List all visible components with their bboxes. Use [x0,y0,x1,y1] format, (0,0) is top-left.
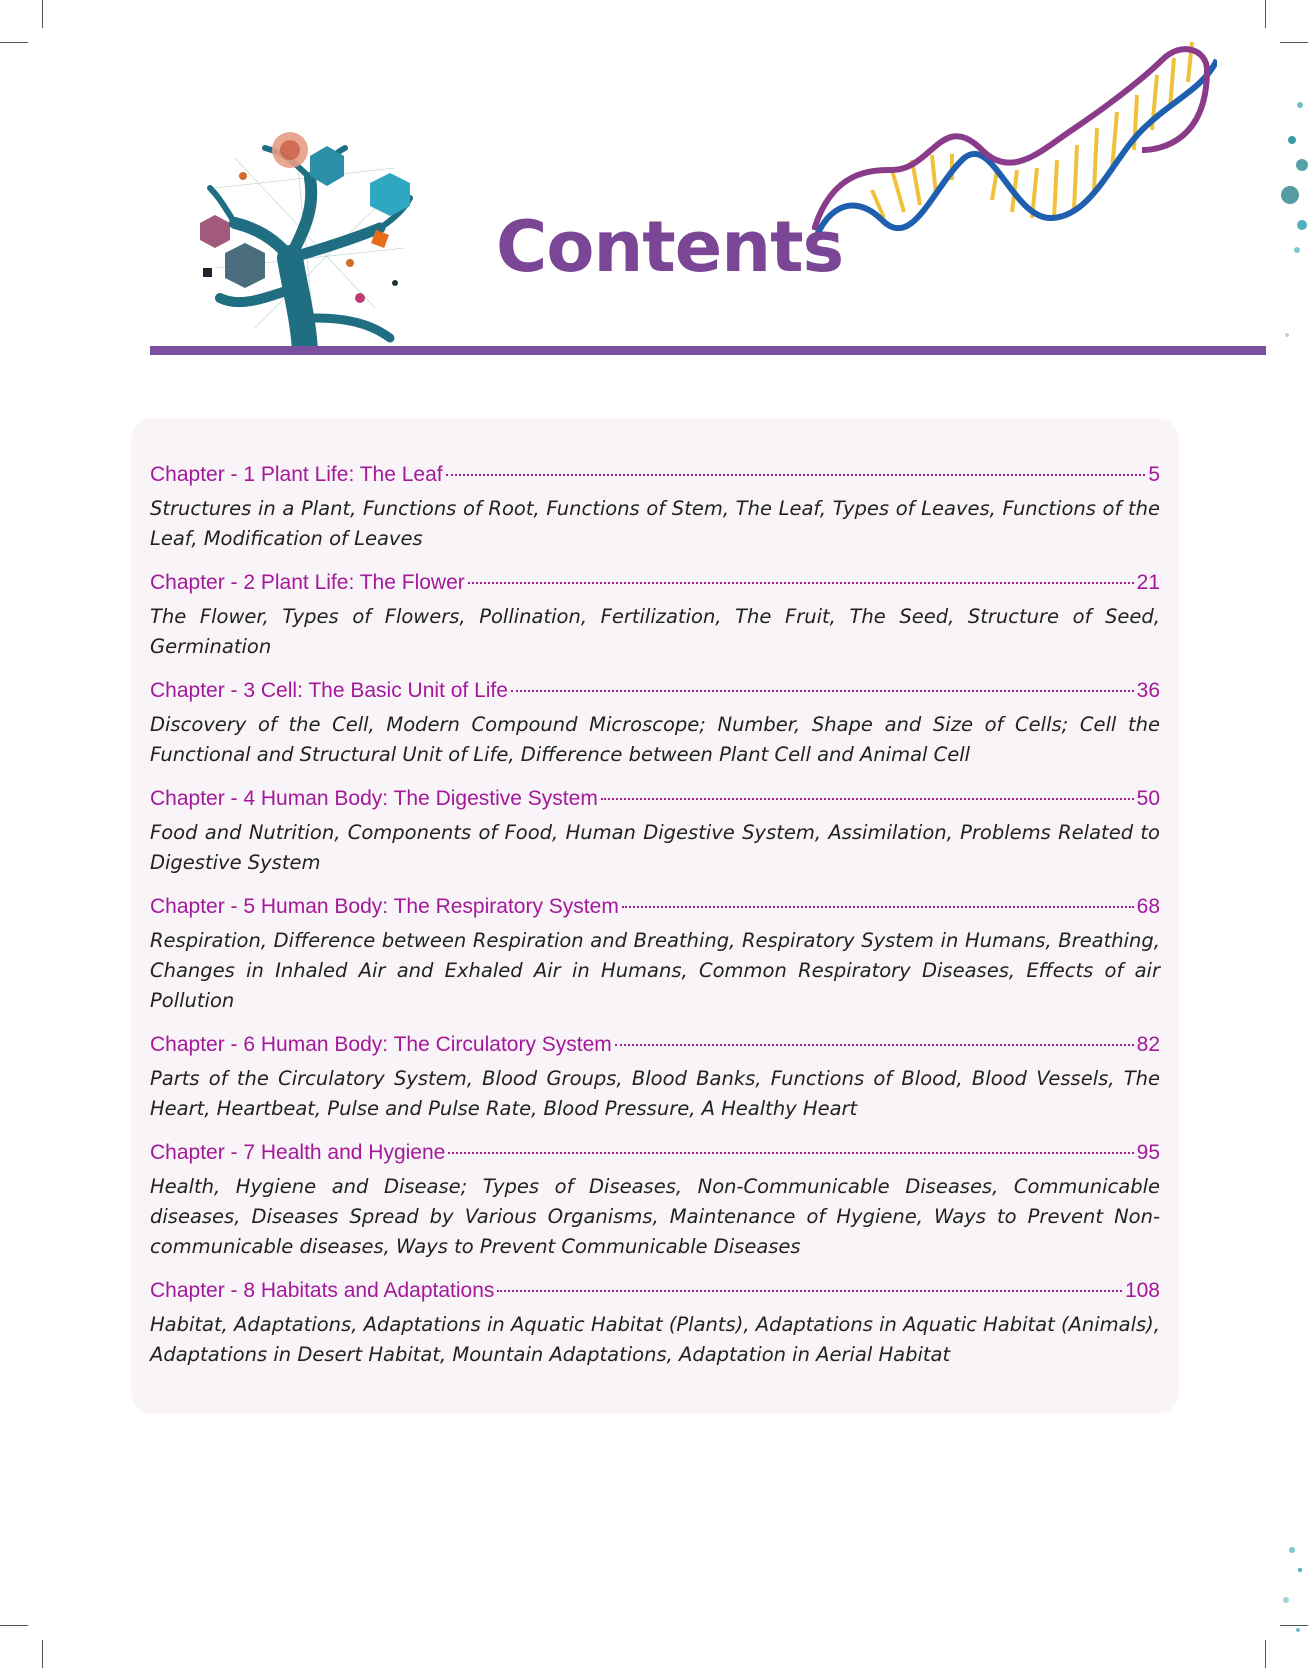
chapter-topics: Parts of the Circulatory System, Blood Groups, Blood Banks, Functions of Blood, Blood Vessels, The Heart, Heartbeat, Pulse and Pulse Rate, Blood Pressure, A Healthy Heart [150,1067,1160,1120]
chapter-link[interactable] [150,674,1160,708]
chapter-topics: Health, Hygiene and Disease; Types of Diseases, Non-Communicable Diseases, Communicable diseases, Diseases Spread by Various Organisms, Maintenance of Hygiene, Ways to Prevent Non-communicable diseases, Ways to Prevent Communicable Diseases [150,1175,1160,1258]
chapter-title: Chapter - 3 Cell: The Basic Unit of Life [150,679,508,702]
chapter-topics: Respiration, Difference between Respiration and Breathing, Respiratory System in Humans, Breathing, Changes in Inhaled Air and Exhaled Air in Humans, Common Respiratory Diseases, Effects of air Pollution [150,929,1160,1012]
dot-leader [448,1152,1133,1154]
dot-leader [615,1044,1134,1046]
chapter-topics: Structures in a Plant, Functions of Root, Functions of Stem, The Leaf, Types of Leaves, Functions of the Leaf, Modification of Leaves [150,497,1160,550]
toc-entry-chapter-8 [150,1274,1160,1370]
page-number: 82 [1136,1033,1160,1056]
crop-mark-bottom-left-h [0,1625,28,1626]
crop-mark-top-right-v [1265,0,1266,28]
toc-entry-chapter-1 [150,458,1160,554]
page-number: 21 [1136,571,1160,594]
dot-leader [468,582,1134,584]
chapter-link[interactable] [150,782,1160,816]
page-number: 95 [1136,1141,1160,1164]
page-title: Contents [496,206,844,288]
page-number: 108 [1124,1279,1160,1302]
toc-entry-chapter-6 [150,1028,1160,1124]
chapter-topics: Discovery of the Cell, Modern Compound Microscope; Number, Shape and Size of Cells; Cell the Functional and Structural Unit of Life, Difference between Plant Cell and Animal Cell [150,713,1160,766]
chapter-link[interactable] [150,566,1160,600]
dot-leader [446,474,1146,476]
toc-entry-chapter-2 [150,566,1160,662]
page-number: 68 [1136,895,1160,918]
chapter-title: Chapter - 4 Human Body: The Digestive System [150,787,598,810]
dot-leader [511,690,1134,692]
crop-mark-top-left-v [42,0,43,28]
chapter-link[interactable] [150,890,1160,924]
page-number: 36 [1136,679,1160,702]
chapter-link[interactable] [150,1028,1160,1062]
toc-entry-chapter-7 [150,1136,1160,1262]
dot-leader [622,906,1134,908]
table-of-contents [150,458,1160,1382]
chapter-title: Chapter - 7 Health and Hygiene [150,1141,446,1164]
chapter-topics: Food and Nutrition, Components of Food, Human Digestive System, Assimilation, Problems Related to Digestive System [150,821,1160,874]
chapter-link[interactable] [150,1136,1160,1170]
chapter-topics: Habitat, Adaptations, Adaptations in Aquatic Habitat (Plants), Adaptations in Aquatic Habitat (Animals), Adaptations in Desert Habitat, Mountain Adaptations, Adaptation in Aerial Habitat [150,1313,1160,1366]
dot-leader [497,1290,1122,1292]
crop-mark-bottom-left-v [42,1640,43,1668]
crop-mark-top-right-h [1280,42,1308,43]
toc-entry-chapter-3 [150,674,1160,770]
chapter-title: Chapter - 2 Plant Life: The Flower [150,571,465,594]
toc-entry-chapter-4 [150,782,1160,878]
chapter-title: Chapter - 6 Human Body: The Circulatory System [150,1033,612,1056]
neuron-network-illustration [195,128,425,350]
watercolor-splash-bottom [1262,1530,1308,1660]
chapter-title: Chapter - 8 Habitats and Adaptations [150,1279,495,1302]
chapter-link[interactable] [150,458,1160,492]
watercolor-splash-top [1262,85,1308,375]
crop-mark-top-left-h [0,42,28,43]
dot-leader [601,798,1134,800]
chapter-link[interactable] [150,1274,1160,1308]
chapter-title: Chapter - 5 Human Body: The Respiratory System [150,895,619,918]
dna-double-helix-illustration [812,20,1217,265]
chapter-title: Chapter - 1 Plant Life: The Leaf [150,463,443,486]
title-underline-rule [150,346,1266,355]
toc-entry-chapter-5 [150,890,1160,1016]
chapter-topics: The Flower, Types of Flowers, Pollination, Fertilization, The Fruit, The Seed, Structure of Seed, Germination [150,605,1160,658]
page-number: 5 [1148,463,1160,486]
page-number: 50 [1136,787,1160,810]
